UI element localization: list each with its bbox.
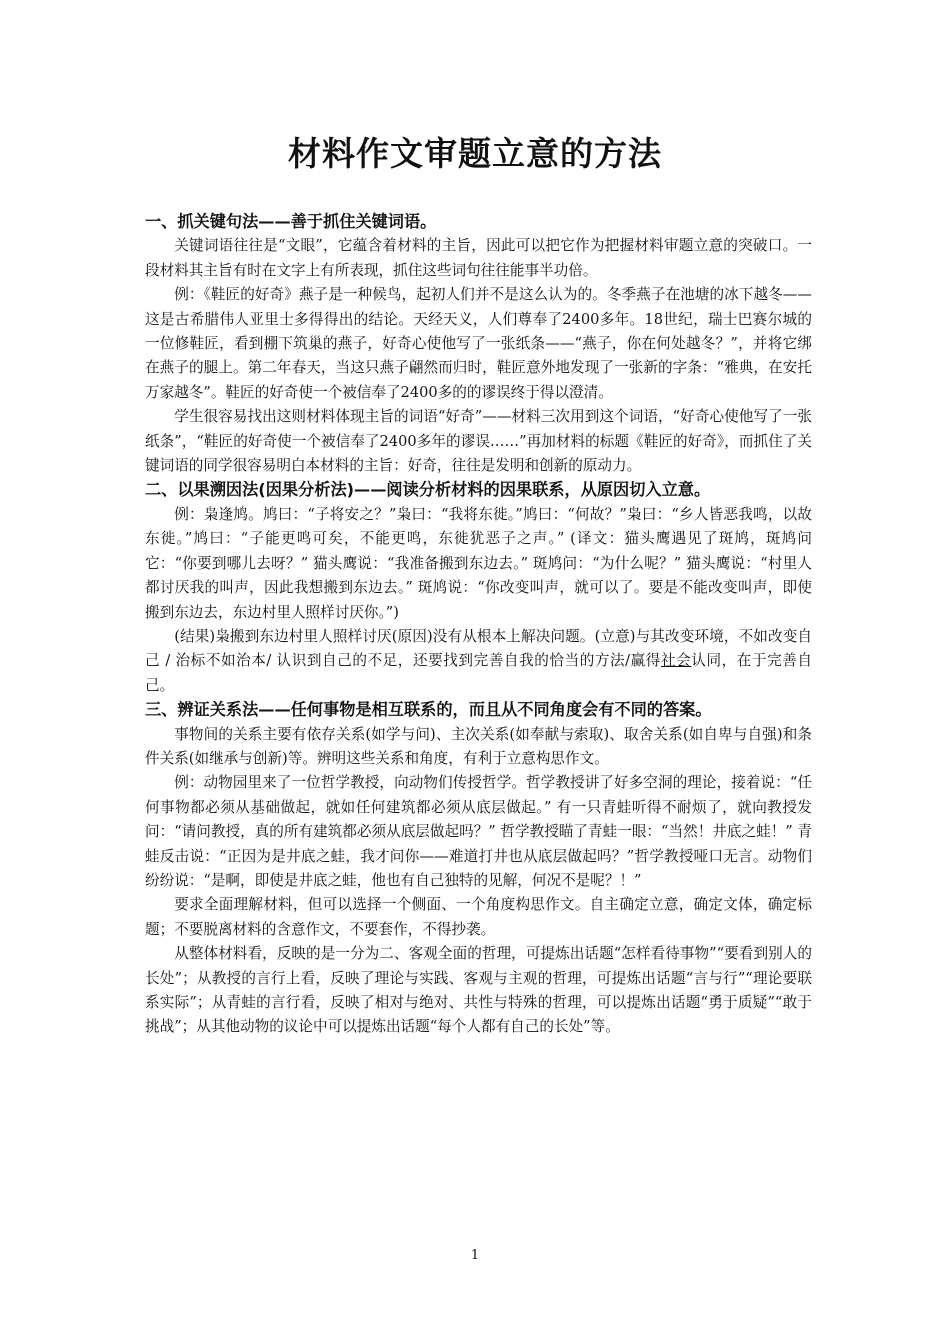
conclusion-paragraph — [145, 625, 812, 698]
conclusion-text: (结果)枭搬到东边村里人照样讨厌(原因)没有从根本上解决问题。(立意)与其改变环境，不如改变自己 / 治标不如治本/ 认识到自己的不足，还要找到完善自我的恰当的方法/赢得 — [145, 627, 812, 670]
paragraph: 从整体材料看，反映的是一分为二、客观全面的哲理，可提炼出话题“怎样看待事物”“要看到别人的长处”；从教授的言行上看，反映了理论与实践、客观与主观的哲理，可提炼出话题“言与行”“理论要联系实际”；从青蛙的言行看，反映了相对与绝对、共性与特殊的哲理，可以提炼出话题“勇于质疑”“敢于挑战”；从其他动物的议论中可以提炼出话题“每个人都有自己的长处”等。 — [145, 945, 812, 1036]
page-number: 1 — [470, 1248, 480, 1263]
underlined-word: 社会 — [660, 652, 692, 670]
paragraph: 关键词语往往是“文眼”，它蕴含着材料的主旨，因此可以把它作为把握材料审题立意的突破口。一段材料其主旨有时在文字上有所表现，抓住这些词句往往能事半功倍。 — [145, 237, 812, 279]
section-heading-3: 三、辨证关系法——任何事物是相互联系的，而且从不同角度会有不同的答案。 — [145, 700, 712, 720]
paragraph: 事物间的关系主要有依存关系(如学与问)、主次关系(如奉献与索取)、取舍关系(如自卑与自强)和条件关系(如继承与创新)等。辨明这些关系和角度，有利于立意构思作文。 — [145, 725, 812, 767]
paragraph: 例：动物园里来了一位哲学教授，向动物们传授哲学。哲学教授讲了好多空洞的理论，接着说：“任何事物都必须从基础做起，就如任何建筑都必须从底层做起。” 有一只青蛙听得不耐烦了，就向教授发问：“请问教授，真的所有建筑都必须从底层做起吗？” 哲学教授瞄了青蛙一眼：“当然！井底之蛙！” 青蛙反击说：“正因为是井底之蛙，我才问你——难道打井也从底层做起吗？”哲学教授哑口无言。动物们纷纷说：“是啊，即使是井底之蛙，他也有自己独特的见解，何况不是呢？！” — [145, 774, 812, 889]
paragraph: 例：枭逢鸠。鸠曰：“子将安之？”枭曰：“我将东徙。”鸠曰：“何故？”枭曰：“乡人皆恶我鸣，以故东徙。”鸠曰：“子能更鸣可矣，不能更鸣，东徙犹恶子之声。” (译文：猫头鹰遇见了斑鸠，斑鸠问它：“你要到哪儿去呀？” 猫头鹰说：“我准备搬到东边去。” 斑鸠问：“为什么呢？” 猫头鹰说：“村里人都讨厌我的叫声，因此我想搬到东边去。” 斑鸠说：“你改变叫声，就可以了。要是不能改变叫声，即使搬到东边去，东边村里人照样讨厌你。”) — [145, 505, 812, 621]
paragraph: 学生很容易找出这则材料体现主旨的词语“好奇”——材料三次用到这个词语，“好奇心使他写了一张纸条”，“鞋匠的好奇使一个被信奉了2400多年的谬误……”再加材料的标题《鞋匠的好奇》，而抓住了关键词语的同学很容易明白本材料的主旨：好奇，往往是发明和创新的原动力。 — [145, 408, 812, 475]
section-heading-2: 二、以果溯因法(因果分析法)——阅读分析材料的因果联系，从原因切入立意。 — [145, 480, 711, 500]
paragraph: 例：《鞋匠的好奇》燕子是一种候鸟，起初人们并不是这么认为的。冬季燕子在池塘的冰下越冬——这是古希腊伟人亚里士多得得出的结论。天经天义，人们尊奉了2400多年。18世纪，瑞士巴赛尔城的一位修鞋匠，看到棚下筑巢的燕子，好奇心使他写了一张纸条——“燕子，你在何处越冬？”，并将它绑在燕子的腿上。第二年春天，当这只燕子翩然而归时，鞋匠意外地发现了一张新的字条：“雅典，在安托万家越冬”。鞋匠的好奇使一个被信奉了2400多的的谬误终于得以澄清。 — [145, 286, 812, 401]
paragraph: 要求全面理解材料，但可以选择一个侧面、一个角度构思作文。自主确定立意，确定文体，确定标题；不要脱离材料的含意作文，不要套作，不得抄袭。 — [145, 896, 812, 938]
document-body — [145, 210, 812, 1040]
section-heading-1: 一、抓关键句法——善于抓住关键词语。 — [145, 212, 437, 231]
document-title: 材料作文审题立意的方法 — [288, 134, 662, 173]
conclusion-text-end: 认同，在于完善自己。 — [145, 652, 812, 694]
